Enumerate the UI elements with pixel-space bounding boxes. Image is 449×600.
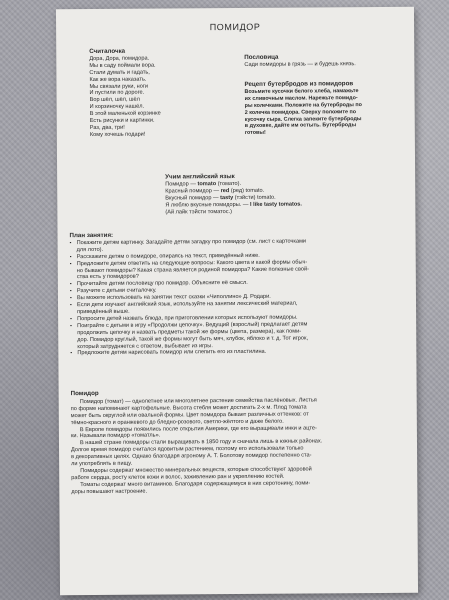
- riddle-line: Стали думать и гадать,: [89, 69, 150, 76]
- plan-item-line: приведённый выше.: [77, 308, 130, 316]
- plan-item-line: продолжить цепочку и назвать предметы такой же формы (цвета, размера), как поми-: [77, 328, 302, 336]
- riddle-line: Дора, Дора, помидора.: [89, 55, 150, 62]
- article-line: ки. Называли помидор «томатль».: [70, 432, 161, 440]
- riddle-text: [89, 55, 230, 139]
- riddle-block: [89, 48, 230, 139]
- recipe-line: Возьмите кусочки белого хлеба, намажьте: [244, 88, 359, 95]
- plan-item: [70, 321, 400, 351]
- plan-item-line: дор. Помидор круглый, такой же формы могут быть мяч, клубок, яблоко и т. д. Тот игрок,: [77, 335, 309, 343]
- riddle-line: Мы в саду поймали вора.: [89, 62, 156, 69]
- article-line: Помидоры содержат множество минеральных веществ, которые способствуют здоровой: [80, 466, 312, 475]
- plan-item-line: ▪ Поиграйте с детьми в игру «Продолжи цепочку». Ведущий (взрослый) предлагает детям: [77, 321, 308, 329]
- recipe-block: [244, 81, 409, 137]
- plan-item-line: ▪ Вы можете использовать на занятии текст сказки «Чиполлино» Д. Родари.: [76, 293, 271, 302]
- article-line: может быть округлой или овальной формы. Цвет помидора бывает различных оттенков: от: [70, 411, 309, 419]
- article-line: Помидор (томат) — однолетнее или многолетнее растение семейства паслёновых. Листья: [79, 397, 317, 406]
- english-word: tomato: [197, 181, 217, 188]
- plan-heading: План занятия:: [69, 231, 114, 240]
- english-text: [165, 180, 395, 216]
- riddle-line: Как же вора наказать.: [89, 76, 147, 83]
- plan-item-line: ▪ Предложите детям ответить на следующие вопросы: Какого цвета и какой формы обыч-: [76, 259, 308, 267]
- article-heading: Помидор: [70, 389, 99, 398]
- english-russian: Вкусный помидор —: [165, 194, 221, 202]
- riddle-line: Есть рисунки и картинки.: [89, 117, 155, 125]
- plan-list: [70, 238, 401, 358]
- article-line: В нашей стране помидоры стали выращивать в 1850 году и сначала лишь в южных районах.: [79, 438, 323, 447]
- plan-item-line: ▪ Расскажите детям о помидоре, опираясь на текст, приведённый ниже.: [76, 252, 260, 260]
- english-russian: Помидор —: [165, 181, 198, 188]
- article-paragraph: [71, 397, 406, 427]
- riddle-heading: Считалочка: [89, 47, 126, 56]
- english-russian: Красный помидор —: [165, 187, 221, 195]
- recipe-heading: Рецепт бутербродов из помидоров: [244, 80, 354, 88]
- english-heading: Учим английский язык: [165, 173, 235, 181]
- page-title: ПОМИДОР: [209, 21, 261, 33]
- article-line: доры повышают настроение.: [71, 488, 148, 495]
- plan-item-line: ▪ Покажите детям картинку. Загадайте детям загадку про помидор (см. лист с карточками: [76, 238, 307, 247]
- recipe-line: их сливочным маслом. Нарежьте помидо-: [244, 94, 358, 102]
- riddle-line: И пустили по дороге.: [89, 90, 145, 97]
- riddle-line: И корзиночку нашёл.: [89, 103, 145, 111]
- english-transcription: (ред) tomato.: [229, 187, 265, 194]
- english-transcription: (тэйсти) tomato.: [233, 194, 276, 201]
- plan-item-line: ▪ Прочитайте детям пословицу про помидор. Объясните её смысл.: [76, 280, 248, 288]
- plan-item-line: ▪ Попросите детей назвать блюда, при приготовлении которых используют помидоры.: [77, 314, 298, 322]
- article-line: работе сердца, росту клеток кожи и волос, заживлению ран и укреплению костей.: [71, 473, 285, 482]
- english-word: I like tasty tomatos.: [249, 201, 302, 208]
- plan-item: [70, 258, 400, 281]
- recipe-text: [245, 88, 410, 137]
- document-page: [56, 7, 418, 595]
- proverb-block: [244, 54, 409, 69]
- article-text: [71, 397, 407, 496]
- recipe-line: кусочку сыра. Слегка запеките бутерброды: [244, 115, 362, 123]
- proverb-heading: Пословица: [244, 53, 279, 61]
- article-paragraph: [71, 480, 406, 496]
- recipe-line: ры колечками. Положите на бутерброды по: [244, 101, 362, 109]
- article-paragraph: [71, 438, 406, 468]
- english-transcription: (томато).: [216, 180, 242, 188]
- recipe-line: в духовке, дайте им остыть. Бутерброды: [244, 122, 357, 130]
- article-line: по форме напоминают картофельные. Высота стебля может достигать 2-х м. Плод томата: [70, 404, 307, 412]
- riddle-line: Мы связали руки, ноги: [89, 83, 149, 90]
- plan-item-line: ▪ Предложите детям нарисовать помидор или слепить его из пластилина.: [77, 349, 267, 357]
- proverb-text: Сади помидоры в грязь — и будешь князь.: [244, 61, 356, 68]
- english-russian: Я люблю вкусные помидоры. —: [165, 201, 251, 209]
- english-row: [165, 207, 395, 216]
- plan-item-line: для лото).: [76, 246, 104, 253]
- plan-item-line: ▪ Если дети изучают английский язык, используйте на занятии лексический материал,: [77, 300, 298, 309]
- article-line: Долгое время помидор считался ядовитым растением, поэтому его использовали только: [71, 445, 304, 454]
- english-word: red: [220, 187, 230, 194]
- article-block: [71, 389, 407, 496]
- english-russian: (Ай лайк тэйсти томатос.): [165, 208, 233, 216]
- plan-item-line: ства есть у помидоров?: [76, 274, 139, 281]
- riddle-line: Вор шёл, шёл, шёл: [89, 97, 140, 104]
- riddle-line: Кому хочешь подари!: [89, 131, 146, 138]
- plan-item-line: который затрудняется с ответом, выбывает из игры.: [77, 342, 213, 350]
- article-line: В Европе помидоры появились после открытия Америки, где его выращивали инки и ацте-: [79, 424, 317, 433]
- plan-item: [70, 348, 400, 357]
- english-word: tasty: [220, 194, 234, 201]
- riddle-line: В этой маленькой корзинке: [89, 110, 161, 118]
- article-line: тёмно-красного и оранжевого до бледно-розового, светло-жёлтого и даже белого.: [70, 418, 284, 426]
- recipe-line: 2 колечка помидора. Сверху положите по: [244, 108, 357, 116]
- plan-block: [70, 231, 401, 358]
- riddle-line: Раз, два, три!: [89, 124, 125, 131]
- plan-item-line: ▪ Разучите с детьми считалочку.: [76, 287, 157, 295]
- article-line: ли употреблять в пищу.: [71, 460, 133, 468]
- recipe-line: готовы!: [244, 130, 266, 137]
- article-line: в декоративных целях. Однако благодаря агроному А. Т. Болотову помидор постепенно ста-: [71, 452, 312, 461]
- article-line: Томаты содержат много витаминов. Благодаря содержащемуся в них серотонину, поми-: [80, 480, 311, 488]
- english-block: [165, 173, 395, 216]
- plan-item-line: но бывают помидоры? Какая страна является родиной помидора? Какие полезные свой-: [76, 266, 309, 274]
